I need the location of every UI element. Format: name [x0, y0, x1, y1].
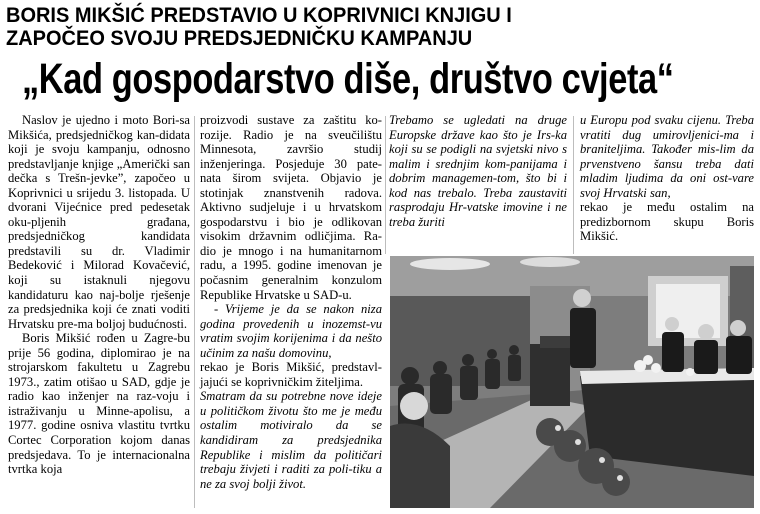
article-column-1 — [8, 113, 190, 477]
article-column-4 — [580, 113, 754, 244]
col2-quote-1: - Vrijeme je da se nakon niza godina provedenih u inozemst-vu vratim svojim korijenima i da nešto učinim za našu domovinu, — [200, 302, 382, 360]
main-headline: „Kad gospodarstvo diše, društvo cvjeta“ — [22, 55, 674, 103]
kicker-line-1: BORIS MIKŠIĆ PREDSTAVIO U KOPRIVNICI KNJIGU I — [6, 3, 512, 27]
article-column-2 — [200, 113, 382, 491]
col1-paragraph-2: Boris Mikšić rođen u Zagre-bu prije 56 godina, diplomirao je na strojarskom fakultetu u Zagrebu 1973., zatim otišao u SAD, gdje je radio kao inženjer na raz-voju i istraživanju u Minne-apolisu, a 1977. godine osniva vlastitu tvrtku Cortec Corporation kojom danas predsjedava. To je internacionalna tvrtka koja — [8, 331, 190, 477]
kicker-line-2: ZAPOČEO SVOJU PREDSJEDNIČKU KAMPANJU — [6, 26, 473, 50]
event-photo — [390, 256, 754, 508]
col2-quote-2: Smatram da su potrebne nove ideje u političkom životu što me je među ostalim motiviralo da se kandidiram za predsjednika Republike i mislim da političari trebaju živjeti i raditi za poli-tiku a ne za svoj bolji život. — [200, 389, 382, 491]
col2-paragraph-2: rekao je Boris Mikšić, predstavl-jajući se koprivničkim žiteljima. — [200, 360, 382, 389]
col1-paragraph-1: Naslov je ujedno i moto Bori-sa Mikšića, predsjedničkog kan-didata koji je svoju kampanju, odnosno predstavljanje knjige „Američki san dečka s Trešn-jevke”, započeo u Koprivnici u srijedu 3. listopada. U dvorani Vijećnice pred pedesetak oku-pljenih građana, predsjedničkog kandidata predstavili su dr. Vladimir Bedeković i Milorad Kovačević, koji su istaknuli njegovu kandidaturu kao naj-bolje rješenje za predsjednika koji će znati voditi Hrvatsku pre-ma boljoj budućnosti. — [8, 113, 190, 331]
col4-quote: u Europu pod svaku cijenu. Treba vratiti dug umirovljenici-ma i braniteljima. Također mis-lim da prvenstveno šansu treba dati mladim ljudima da oni ost-vare svoj Hrvatski san, — [580, 113, 754, 200]
kicker-headline — [6, 4, 702, 50]
column-divider — [194, 116, 195, 508]
col2-paragraph-1: proizvodi sustave za zaštitu ko-rozije. Radio je na sveučilištu Minnesota, završio studij inženjeringa. Posjeduje 30 pate-nata širom svijeta. Objavio je stotinjak znanstvenih radova. Aktivno sudjeluje i u hrvatskom gospodarstvu i bio je odlikovan visokim državnim odličjima. Ra-dio je mnogo i na humanitarnom radu, a 1995. godine imenovan je počasnim generalnim konzulom Republike Hrvatske u SAD-u. — [200, 113, 382, 302]
article-column-3 — [389, 113, 567, 229]
photo-illustration — [390, 256, 754, 508]
col3-quote: Trebamo se ugledati na druge Europske države kao što je Irs-ka koji su se podigli na svjetski nivo s malim i srednjim kom-panijama i dobrim managemen-tom, što bi i kod nas trebalo. Treba zaustaviti rasprodaju Hr-vatske imovine i ne treba žuriti — [389, 113, 567, 229]
column-divider — [573, 116, 574, 254]
column-divider — [385, 116, 386, 254]
col4-paragraph: rekao je među ostalim na predizbornom skupu Boris Mikšić. — [580, 200, 754, 244]
